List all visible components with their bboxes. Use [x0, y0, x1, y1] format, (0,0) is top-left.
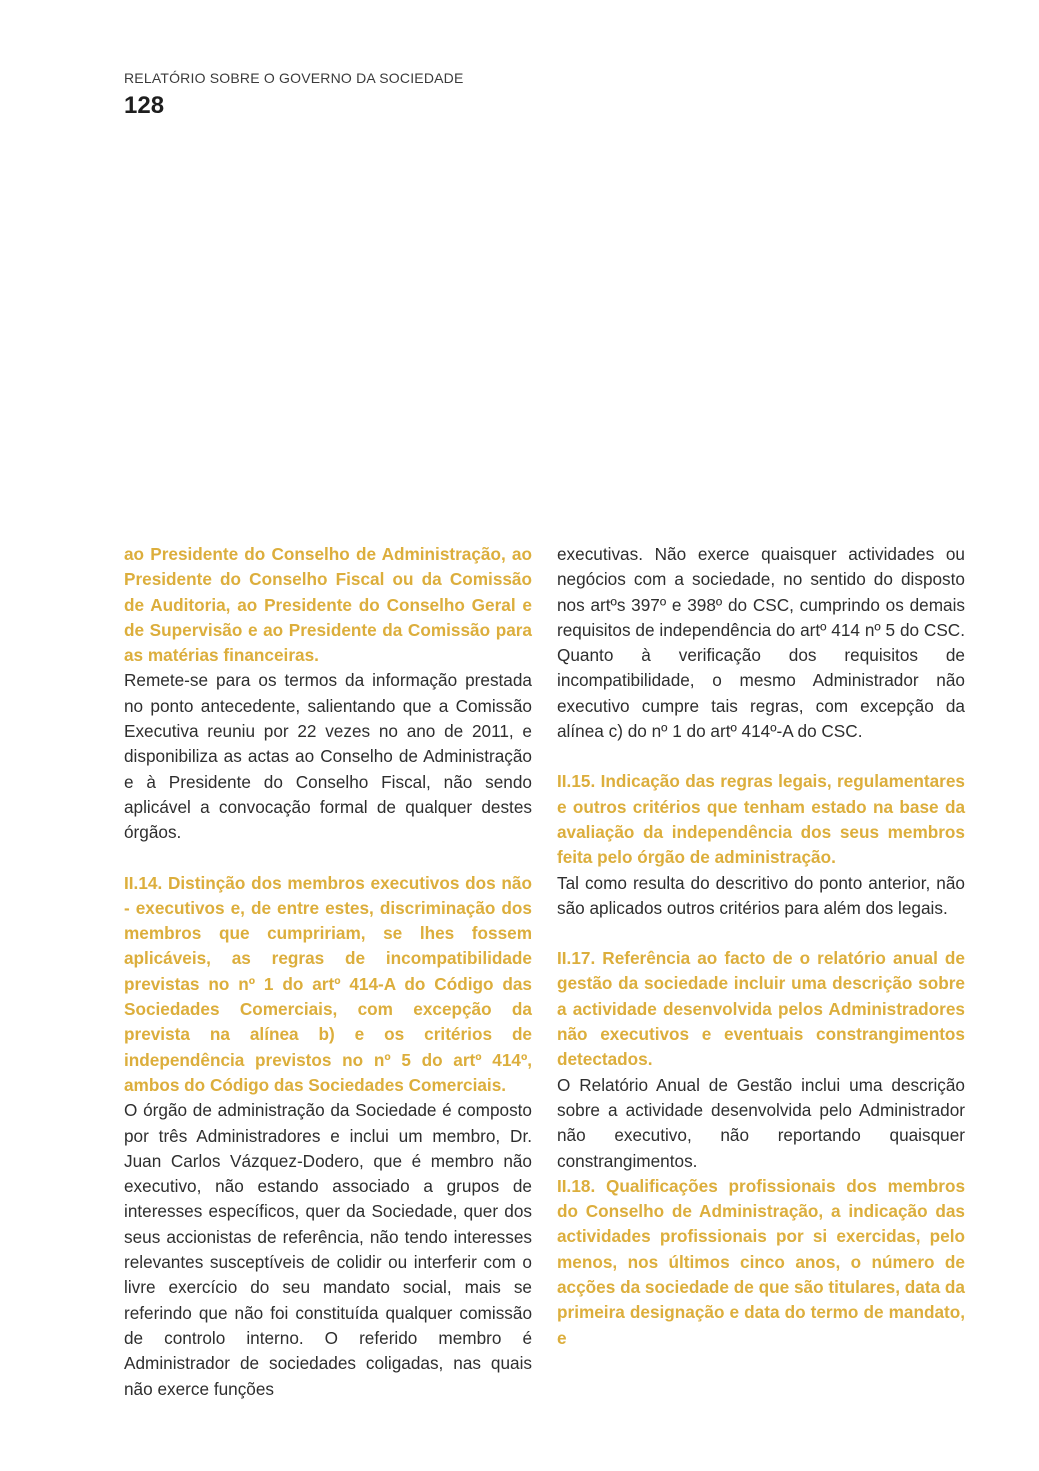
running-header-title: RELATÓRIO SOBRE O GOVERNO DA SOCIEDADE [124, 70, 464, 86]
section-ii17-paragraph: O Relatório Anual de Gestão inclui uma descrição sobre a actividade desenvolvida pelo Administrador não executivo, não reportando quaisquer constrangimentos. [557, 1074, 965, 1171]
section-ii14-heading: II.14. Distinção dos membros executivos dos não - executivos e, de entre estes, discriminação dos membros que cumpririam, se lhes fossem aplicáveis, as regras de incompatibilidade previstas no nº 1 do artº 414-A do Código das Sociedades Comerciais, com excepção da prevista na alínea b) e os critérios de independência previstos no nº 5 do artº 414º, ambos do Código das Sociedades Comerciais. [124, 872, 532, 1095]
page-number: 128 [124, 92, 165, 119]
section-ii17-heading: II.17. Referência ao facto de o relatório anual de gestão da sociedade incluir uma descrição sobre a actividade desenvolvida pelos Administradores não executivos e eventuais constrangimentos detectados. [557, 948, 965, 1070]
left-column [124, 542, 532, 1402]
section-ii18-heading: II.18. Qualificações profissionais dos membros do Conselho de Administração, a indicação das actividades profissionais por si exercidas, pelo menos, nos últimos cinco anos, o número de acções da sociedade de que são titulares, data da primeira designação e data do termo de mandato, e [557, 1175, 965, 1348]
section-ii15-heading: II.15. Indicação das regras legais, regulamentares e outros critérios que tenham estado na base da avaliação da independência dos seus membros feita pelo órgão de administração. [557, 771, 965, 868]
right-column [557, 542, 965, 1351]
section-ii14-continuation: executivas. Não exerce quaisquer actividades ou negócios com a sociedade, no sentido do disposto nos artºs 397º e 398º do CSC, cumprindo os demais requisitos de independência do artº 414 nº 5 do CSC. Quanto à verificação dos requisitos de incompatibilidade, o mesmo Administrador não executivo cumpre tais regras, com excepção da alínea c) do nº 1 do artº 414º-A do CSC. [557, 544, 965, 742]
section-ii14-paragraph: O órgão de administração da Sociedade é composto por três Administradores e inclui um membro, Dr. Juan Carlos Vázquez-Dodero, que é membro não executivo, não estando associado a grupos de interesses específicos, quer da Sociedade, quer dos seus accionistas de referência, não tendo interesses relevantes susceptíveis de colidir ou interferir com o livre exercício do seu mandato social, mais se referindo que não foi constituída qualquer comissão de controlo interno. O referido membro é Administrador de sociedades coligadas, nas quais não exerce funções [124, 1100, 532, 1399]
intro-heading: ao Presidente do Conselho de Administração, ao Presidente do Conselho Fiscal ou da Comissão de Auditoria, ao Presidente do Conselho Geral e de Supervisão e ao Presidente da Comissão para as matérias financeiras. [124, 544, 532, 666]
section-ii15-paragraph: Tal como resulta do descritivo do ponto anterior, não são aplicados outros critérios para além dos legais. [557, 872, 965, 918]
intro-paragraph: Remete-se para os termos da informação prestada no ponto antecedente, salientando que a Comissão Executiva reuniu por 22 vezes no ano de 2011, e disponibiliza as actas ao Conselho de Administração e à Presidente do Conselho Fiscal, não sendo aplicável a convocação formal de qualquer destes órgãos. [124, 670, 532, 843]
